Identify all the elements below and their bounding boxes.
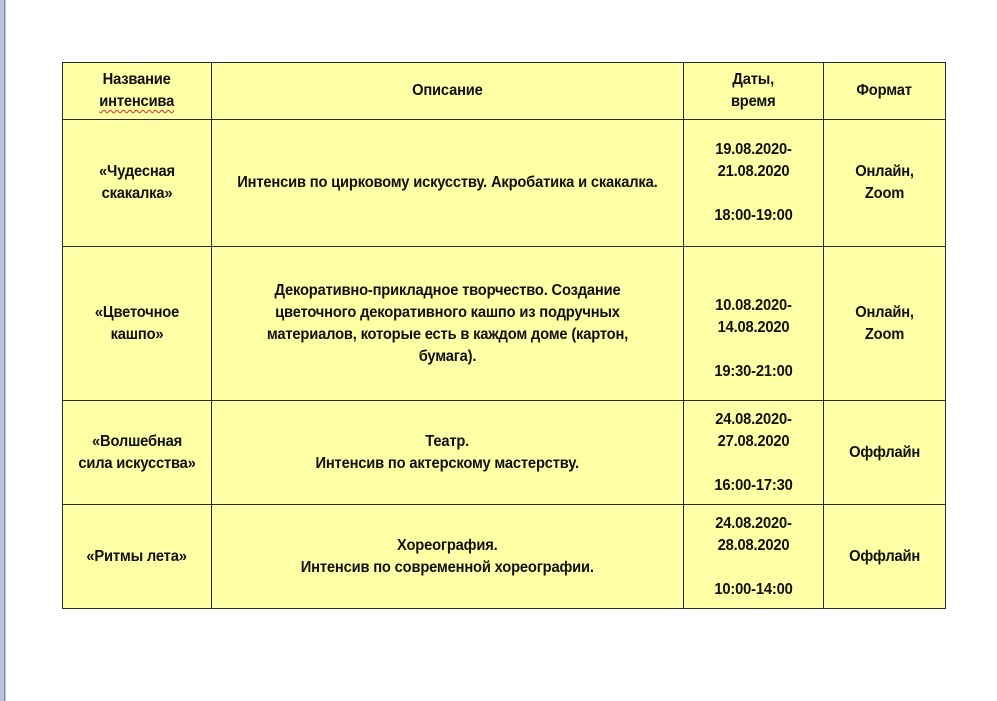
header-dates <box>684 63 824 120</box>
table-row <box>63 247 946 401</box>
row-2-format: Онлайн, Zoom <box>855 303 914 343</box>
cell-dates <box>684 247 824 401</box>
row-4-description <box>301 535 594 579</box>
row-3-format: Оффлайн <box>848 443 921 461</box>
table-header-row <box>63 63 946 120</box>
slide-canvas[interactable] <box>6 0 997 701</box>
cell-name <box>63 247 212 401</box>
cell-description <box>212 247 684 401</box>
cell-dates <box>684 401 824 505</box>
header-dates-line1: Даты, <box>732 71 775 88</box>
row-3-time: 16:00-17:30 <box>714 476 793 494</box>
header-dates-text <box>731 69 776 113</box>
row-3-description <box>316 431 579 475</box>
row-1-time: 18:00-19:00 <box>714 207 793 224</box>
header-name <box>63 63 212 120</box>
row-1-dates-block <box>695 139 812 227</box>
header-name-text <box>100 69 175 113</box>
row-1-format: Онлайн, Zoom <box>855 163 914 202</box>
row-4-name: «Ритмы лета» <box>86 547 188 565</box>
window-edge-rule <box>4 0 5 701</box>
row-2-dates: 10.08.2020-14.08.2020 <box>715 296 792 336</box>
row-3-dates: 24.08.2020-27.08.2020 <box>715 410 792 450</box>
header-dates-line2: время <box>731 93 776 110</box>
cell-description <box>212 120 684 247</box>
header-description-text: Описание <box>412 82 483 99</box>
header-name-line1: Название <box>102 71 171 88</box>
row-4-dates-block <box>695 513 812 601</box>
row-3-description-line1: Театр. <box>425 432 470 450</box>
cell-format <box>824 120 946 247</box>
cell-format <box>824 247 946 401</box>
table-row <box>63 120 946 247</box>
row-3-dates-block <box>695 409 812 497</box>
intensive-schedule-table <box>62 62 946 609</box>
header-description <box>212 63 684 120</box>
row-2-dates-block <box>695 295 812 383</box>
header-format-text: Формат <box>856 82 913 99</box>
row-1-name: «Чудесная скакалка» <box>99 163 175 202</box>
header-format <box>824 63 946 120</box>
table-row <box>63 401 946 505</box>
row-2-time: 19:30-21:00 <box>714 362 793 380</box>
cell-dates <box>684 505 824 609</box>
row-2-description: Декоративно-прикладное творчество. Создание цветочного декоративного кашпо из подручных материалов, которые есть в каждом доме (картон, бумага). <box>266 281 629 365</box>
row-4-dates: 24.08.2020-28.08.2020 <box>715 514 792 554</box>
row-4-time: 10:00-14:00 <box>714 580 793 598</box>
cell-name <box>63 120 212 247</box>
cell-description <box>212 505 684 609</box>
table-row <box>63 505 946 609</box>
cell-format <box>824 401 946 505</box>
row-4-description-line2: Интенсив по современной хореографии. <box>300 558 595 576</box>
row-4-description-line1: Хореография. <box>397 536 498 554</box>
cell-format <box>824 505 946 609</box>
row-4-format: Оффлайн <box>848 547 921 565</box>
row-1-dates: 19.08.2020-21.08.2020 <box>715 141 792 180</box>
row-3-name: «Волшебная сила искусства» <box>78 432 196 472</box>
cell-dates <box>684 120 824 247</box>
row-1-description: Интенсив по цирковому искусству. Акробатика и скакалка. <box>237 174 658 191</box>
header-name-line2: интенсива <box>99 93 175 110</box>
cell-name <box>63 505 212 609</box>
row-2-name: «Цветочное кашпо» <box>94 303 180 343</box>
cell-description <box>212 401 684 505</box>
row-3-description-line2: Интенсив по актерскому мастерству. <box>315 454 580 472</box>
cell-name <box>63 401 212 505</box>
